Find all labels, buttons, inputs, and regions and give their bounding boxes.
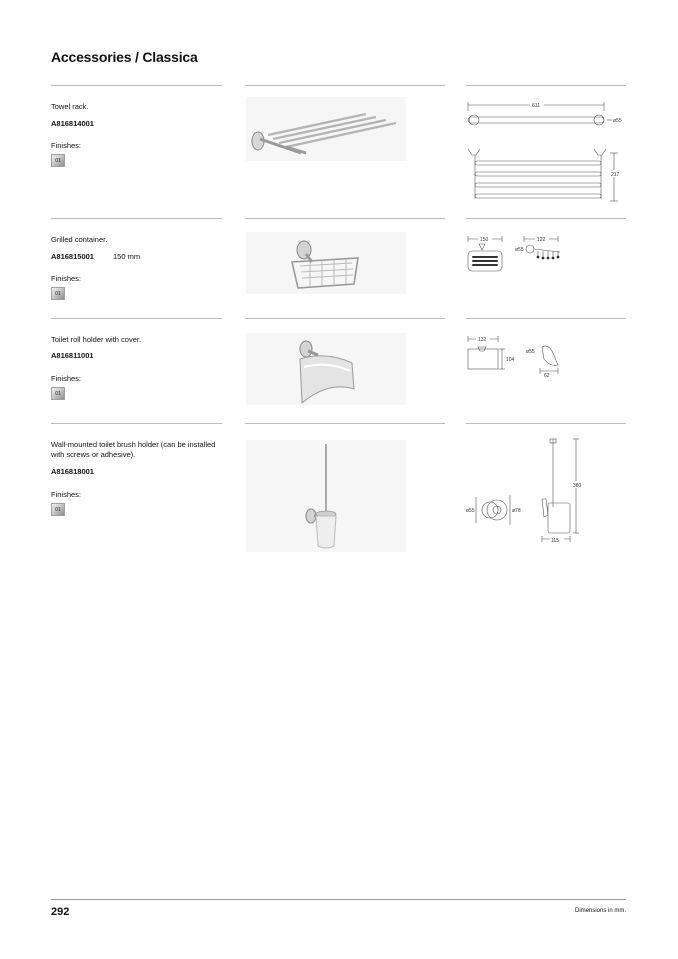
- towel-rack-drawing: [462, 97, 627, 205]
- towel-rack-photo: [246, 97, 406, 161]
- product-code: A816811001: [51, 351, 94, 360]
- toilet-brush-holder-photo: [246, 440, 406, 552]
- dimension-label: 217: [611, 172, 620, 178]
- finishes-label: Finishes:: [51, 490, 82, 499]
- toilet-roll-holder-drawing: [462, 333, 627, 383]
- soap-basket-photo: [246, 232, 406, 294]
- product-code: A816815001: [51, 252, 94, 261]
- dimension-label: 150: [480, 237, 489, 243]
- page-title: Accessories / Classica: [51, 49, 198, 65]
- product-description: Toilet roll holder with cover.: [51, 335, 142, 344]
- divider: [466, 85, 626, 86]
- dimension-label: ø55: [613, 118, 622, 124]
- product-description: Grilled container.: [51, 235, 108, 244]
- dimension-label: 132: [478, 337, 487, 343]
- product-code: A816814001: [51, 119, 94, 128]
- dimension-label: 115: [551, 538, 559, 544]
- product-size: 150 mm: [113, 252, 141, 261]
- footer-divider: [51, 899, 626, 900]
- divider: [245, 423, 445, 424]
- divider: [466, 423, 626, 424]
- finish-swatch[interactable]: 01: [51, 387, 65, 400]
- divider: [466, 218, 626, 219]
- soap-basket-drawing: [462, 232, 627, 278]
- divider: [466, 318, 626, 319]
- finishes-label: Finishes:: [51, 374, 82, 383]
- page-number: 292: [51, 906, 70, 918]
- finish-swatch[interactable]: 01: [51, 503, 65, 516]
- divider: [51, 318, 222, 319]
- divider: [245, 218, 445, 219]
- toilet-brush-holder-drawing: [462, 437, 627, 547]
- dimension-label: 611: [532, 103, 540, 109]
- divider: [245, 85, 445, 86]
- product-code: A816818001: [51, 467, 94, 476]
- finishes-label: Finishes:: [51, 274, 82, 283]
- dimension-label: 380: [573, 483, 582, 489]
- dimension-label: 122: [537, 237, 546, 243]
- divider: [51, 218, 222, 219]
- divider: [245, 318, 445, 319]
- dimension-label: 62: [544, 373, 550, 379]
- divider: [51, 85, 222, 86]
- dimension-label: ø55: [526, 349, 535, 355]
- finishes-label: Finishes:: [51, 141, 82, 150]
- toilet-roll-holder-photo: [246, 333, 406, 405]
- dimension-label: ø55: [466, 508, 475, 514]
- divider: [51, 423, 222, 424]
- dimension-label: 104: [506, 357, 515, 363]
- dimension-label: ø78: [512, 508, 521, 514]
- finish-swatch[interactable]: 01: [51, 287, 65, 300]
- dimension-label: ø55: [515, 247, 524, 253]
- product-description: Wall-mounted toilet brush holder (can be installed with screws or adhesive).: [51, 440, 216, 459]
- finish-swatch[interactable]: 01: [51, 154, 65, 167]
- product-description: Towel rack.: [51, 102, 89, 111]
- footnote: Dimensions in mm.: [574, 908, 626, 914]
